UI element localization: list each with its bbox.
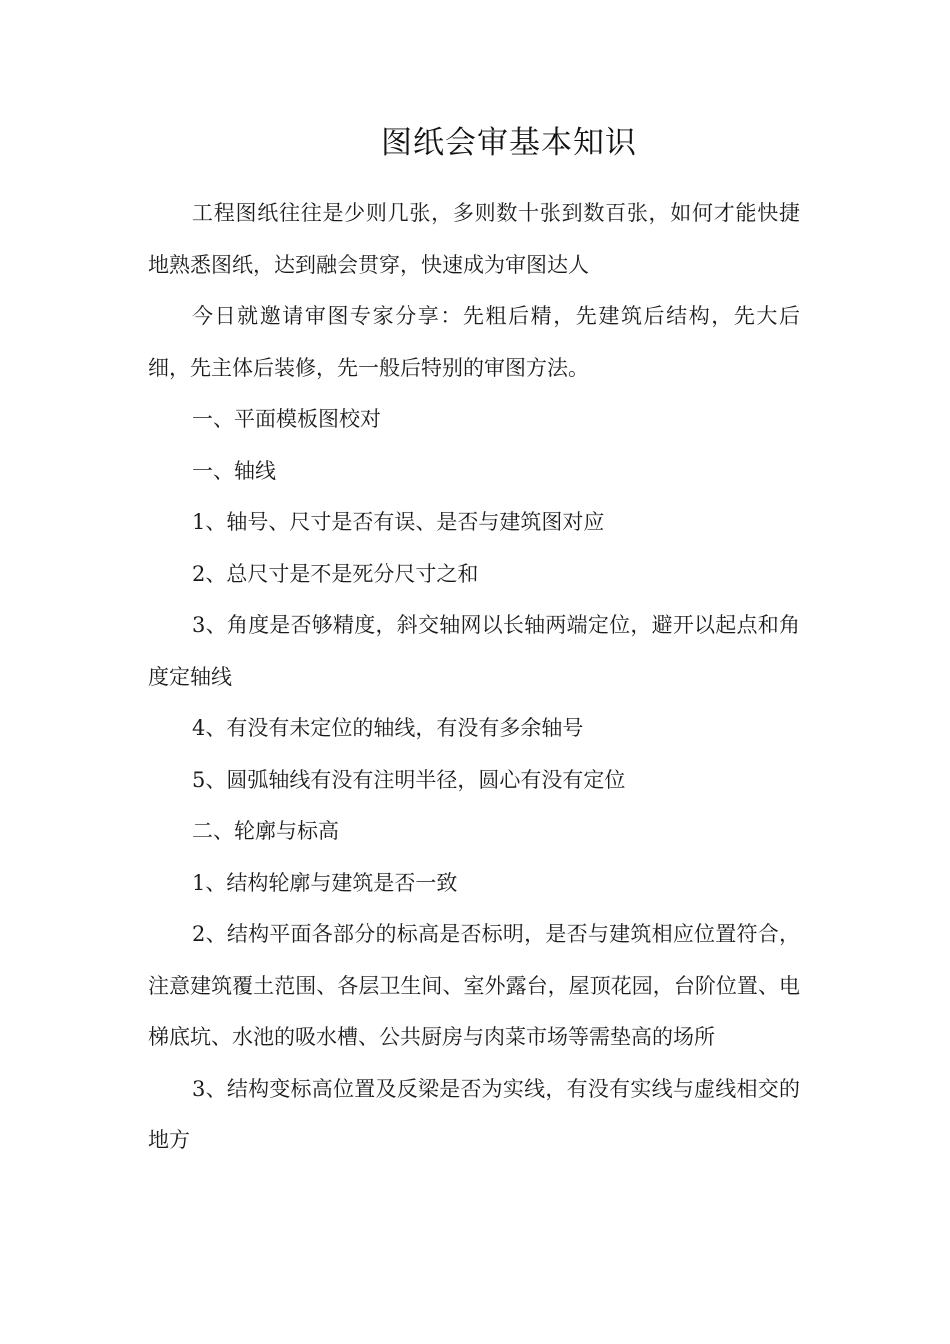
- subsection-heading-outline-elevation: 二、轮廓与标高: [192, 819, 339, 843]
- paragraph-method: 今日就邀请审图专家分享：先粗后精，先建筑后结构，先大后细，先主体后装修，先一般后特别的审图方法。: [148, 304, 800, 380]
- list-item-outline-2: 2、结构平面各部分的标高是否标明，是否与建筑相应位置符合，注意建筑覆土范围、各层卫生间、室外露台，屋顶花园，台阶位置、电梯底坑、水池的吸水槽、公共厨房与肉菜市场等需垫高的场所: [148, 922, 800, 1049]
- document-title: 图纸会审基本知识: [381, 125, 637, 161]
- section-heading-plan-check: 一、平面模板图校对: [192, 407, 381, 431]
- paragraph-intro: 工程图纸往往是少则几张，多则数十张到数百张，如何才能快捷地熟悉图纸，达到融会贯穿，快速成为审图达人: [148, 201, 800, 277]
- list-item-axis-1: 1、轴号、尺寸是否有误、是否与建筑图对应: [192, 510, 605, 534]
- list-item-outline-1: 1、结构轮廓与建筑是否一致: [192, 870, 458, 895]
- document-body: [148, 188, 800, 1167]
- list-item-axis-4: 4、有没有未定位的轴线，有没有多余轴号: [192, 716, 584, 740]
- list-item-axis-5: 5、圆弧轴线有没有注明半径，圆心有没有定位: [192, 767, 626, 792]
- list-item-axis-3: 3、角度是否够精度，斜交轴网以长轴两端定位，避开以起点和角度定轴线: [148, 613, 800, 689]
- list-item-axis-2: 2、总尺寸是不是死分尺寸之和: [192, 561, 479, 586]
- subsection-heading-axes: 一、轴线: [192, 458, 276, 483]
- list-item-outline-3: 3、结构变标高位置及反梁是否为实线，有没有实线与虚线相交的地方: [148, 1076, 800, 1152]
